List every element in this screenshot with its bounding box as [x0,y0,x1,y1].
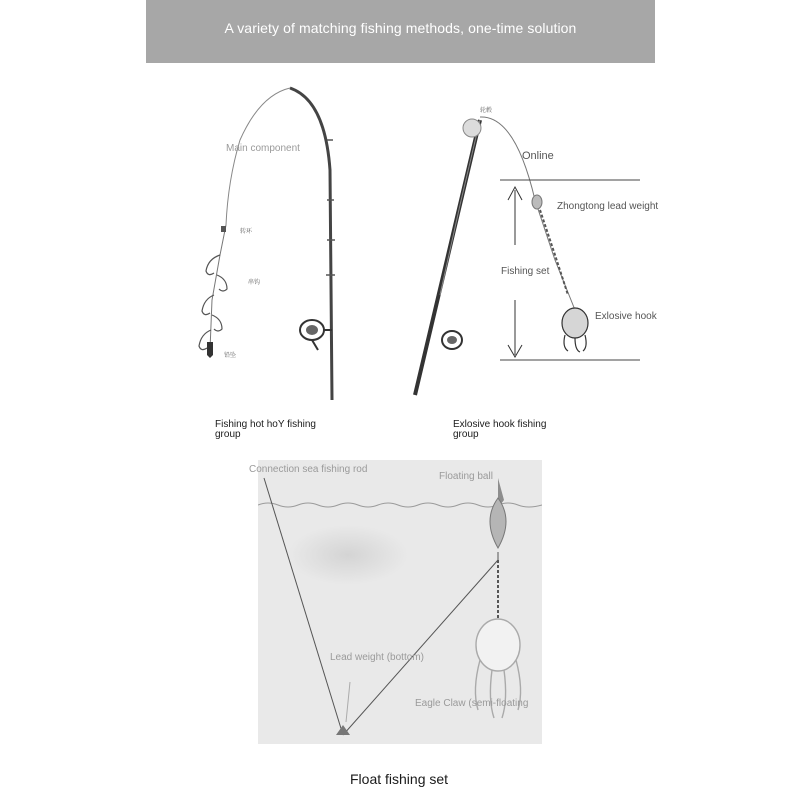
swivel-icon [221,226,226,232]
label-online: Online [522,150,554,162]
label-floating-ball: Floating ball [439,471,493,482]
label-cn-sinker: 铅坠 [224,353,237,359]
reel-icon [442,331,462,349]
label-main-component: Main component [226,143,300,154]
label-reel-tag: 轮毂 [480,108,493,114]
label-cn-swivel: 转环 [240,229,253,235]
explosive-hook-illustration [400,95,660,405]
label-fishing-set: Fishing set [501,266,550,277]
header-banner [146,0,655,63]
label-connection-rod: Connection sea fishing rod [249,464,368,475]
banner-title: A variety of matching fishing methods, one-time solution [224,20,577,36]
label-zhongtong: Zhongtong lead weight [557,201,659,212]
zhongtong-weight-icon [532,195,542,209]
caption-float-fishing: Float fishing set [350,771,449,787]
label-cn-hook: 串钩 [248,280,261,286]
reel-icon [300,320,332,350]
caption-explosive-hook: Exlosive hook fishing group [453,419,547,440]
caption-fishing-hot: Fishing hot hoY fishing group [215,419,316,440]
fishing-rod-illustration [190,80,370,410]
label-eagle-claw: Eagle Claw (semi-floating [415,698,529,709]
label-explosive-hook: Exlosive hook [595,311,657,322]
sinker-icon [207,342,213,358]
explosive-hook-icon [562,308,588,352]
label-lead-weight: Lead weight (bottom) [330,652,424,663]
